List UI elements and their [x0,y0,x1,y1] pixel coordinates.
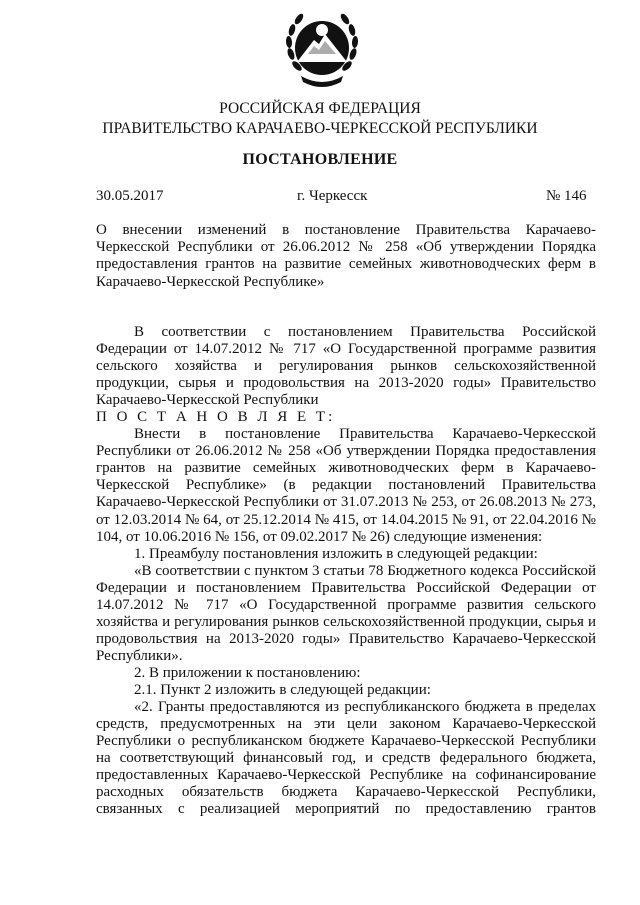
coat-of-arms-emblem [281,4,363,90]
item-2-1-text: «2. Гранты предоставляются из республиканского бюджета в пределах средств, предусмотренных на эти цели законом Карачаево-Черкесской Республики о республиканском бюджете Карачаево-Черкесской Республики на соответствующий финансовый год, и средств федерального бюджета, предоставленных Карачаево-Черкесской Республике на софинансирование расходных обязательств бюджета Карачаево-Черкесской Республики, связанных с реализацией мероприятий по предоставлению грантов [96,699,596,818]
preamble-paragraph: В соответствии с постановлением Правительства Российской Федерации от 14.07.2012 № 717 «О Государственной программе развития сельского хозяйства и регулирования рынков сельскохозяйственной продукции, сырья и продовольствия на 2013-2020 годы» Правительство Карачаево-Черкесской Республики [96,324,596,409]
item-1-heading: 1. Преамбулу постановления изложить в следующей редакции: [134,545,538,562]
header-country: РОССИЙСКАЯ ФЕДЕРАЦИЯ [219,100,421,117]
document-subject: О внесении изменений в постановление Правительства Карачаево-Черкесской Республики от 26.06.2012 № 258 «Об утверждении Порядка предоставления грантов на развитие семейных животноводческих ферм в Карачаево-Черкесской Республике» [96,222,596,290]
decree-word: П О С Т А Н О В Л Я Е Т: [96,409,336,426]
document-type: ПОСТАНОВЛЕНИЕ [242,151,398,168]
document-city: г. Черкесск [297,188,368,204]
item-2-heading: 2. В приложении к постановлению: [134,664,361,681]
item-2-1-heading: 2.1. Пункт 2 изложить в следующей редакции: [134,681,431,698]
header-government: ПРАВИТЕЛЬСТВО КАРАЧАЕВО-ЧЕРКЕССКОЙ РЕСПУБЛИКИ [102,120,538,137]
document-body [96,324,596,818]
item-1-text: «В соответствии с пунктом 3 статьи 78 Бюджетного кодекса Российской Федерации и постановлением Правительства Российской Федерации от 14.07.2012 № 717 «О Государственной программе развития сельского хозяйства и регулирования рынков сельскохозяйственной продукции, сырья и продовольствия на 2013-2020 годы» Правительство Карачаево-Черкесской Республики». [96,562,596,664]
document-number: № 146 [546,188,587,204]
document-date: 30.05.2017 [96,188,164,204]
intro-paragraph: Внести в постановление Правительства Карачаево-Черкесской Республики от 26.06.2012 № 258 «Об утверждении Порядка предоставления грантов на развитие семейных животноводческих ферм в Карачаево-Черкесской Республике» (в редакции постановлений Правительства Карачаево-Черкесской Республики от 31.07.2013 № 253, от 26.08.2013 № 273, от 12.03.2014 № 64, от 25.12.2014 № 415, от 14.04.2015 № 91, от 22.04.2016 № 104, от 10.06.2016 № 156, от 09.02.2017 № 26) следующие изменения: [96,426,596,545]
